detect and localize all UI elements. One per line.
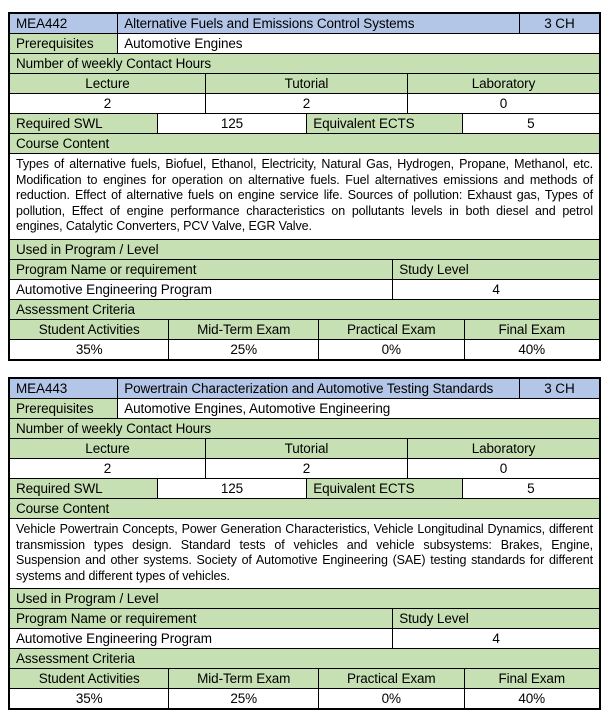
- used-in-caption-row: [10, 588, 599, 608]
- course-content-text: Vehicle Powertrain Concepts, Power Generation Characteristics, Vehicle Longitudinal Dynamics, different transmission types design. Standard tests of vehicles and vehicle subsystems: Brakes, Engine, Suspension and other systems. Society of Automotive Engineering (SAE) testing standards for different systems and different types of vehicles.: [16, 522, 593, 583]
- assessment-caption-row: [10, 299, 599, 319]
- assessment-label: Assessment Criteria: [10, 649, 599, 668]
- contact-hours-caption-row: [10, 53, 599, 73]
- program-values-row: [10, 279, 599, 299]
- tutorial-hours: 2: [205, 94, 407, 113]
- laboratory-hours: 0: [407, 459, 599, 478]
- student-activities-value: 35%: [75, 341, 103, 357]
- course-content-caption-row: [10, 133, 599, 153]
- study-level-value: 4: [392, 629, 599, 648]
- course-content-caption-row: [10, 498, 599, 518]
- swl-row: [10, 478, 599, 498]
- course-content-text: Types of alternative fuels, Biofuel, Ethanol, Electricity, Natural Gas, Hydrogen, Propane, Methanol, etc. Modification to engines for operation on alternative fuels. Fuel alternatives emissions and methods of reduction. Effect of alternative fuels on engine service life. Sources of pollution: Exhaust gas, Types of pollution, Effect of engine performance characteristics on pollutants levels in both diesel and petrol engines, Catalytic Converters, PCV Valve, EGR Valve.: [16, 157, 593, 233]
- study-level-label: Study Level: [392, 609, 599, 628]
- program-name-value: Automotive Engineering Program: [16, 631, 212, 646]
- course-content-row: [10, 518, 599, 588]
- assessment-values-row: [10, 688, 599, 708]
- assessment-caption-row: [10, 648, 599, 668]
- program-name-value: Automotive Engineering Program: [16, 281, 212, 297]
- contact-hours-header-row: [10, 73, 599, 93]
- final-exam-value: 40%: [464, 689, 599, 708]
- lecture-hours: 2: [103, 96, 112, 111]
- final-exam-value: 40%: [464, 340, 599, 359]
- tutorial-header: Tutorial: [205, 74, 407, 93]
- equivalent-ects-value: 5: [462, 479, 599, 498]
- used-in-label: Used in Program / Level: [10, 240, 599, 259]
- required-swl-label: Required SWL: [10, 114, 157, 133]
- course-title: Alternative Fuels and Emissions Control Systems: [117, 14, 519, 33]
- mid-term-exam-header: Mid-Term Exam: [168, 320, 318, 339]
- prerequisites-value: Automotive Engines: [117, 34, 599, 53]
- program-name-label: Program Name or requirement: [10, 609, 392, 628]
- tutorial-hours: 2: [205, 459, 407, 478]
- required-swl-value: 125: [157, 479, 307, 498]
- required-swl-label: Required SWL: [10, 479, 157, 498]
- study-level-label: Study Level: [392, 260, 599, 279]
- prerequisites-label: Prerequisites: [10, 399, 117, 418]
- contact-hours-header-row: [10, 438, 599, 458]
- course-code: MEA442: [10, 14, 117, 33]
- equivalent-ects-label: Equivalent ECTS: [306, 114, 461, 133]
- laboratory-header: Laboratory: [407, 439, 599, 458]
- used-in-label: Used in Program / Level: [10, 589, 599, 608]
- mid-term-exam-value: 25%: [168, 689, 318, 708]
- contact-hours-values-row: [10, 93, 599, 113]
- prerequisites-row: [10, 33, 599, 53]
- contact-hours-values-row: [10, 458, 599, 478]
- contact-hours-label: Number of weekly Contact Hours: [10, 419, 599, 438]
- tutorial-header: Tutorial: [205, 439, 407, 458]
- program-header-row: [10, 608, 599, 628]
- contact-hours-caption-row: [10, 418, 599, 438]
- swl-row: [10, 113, 599, 133]
- practical-exam-value: 0%: [318, 340, 463, 359]
- course-content-label: Course Content: [10, 134, 599, 153]
- course-table-mea443: [8, 377, 601, 710]
- lecture-hours: 2: [103, 461, 112, 476]
- prerequisites-value: Automotive Engines, Automotive Engineering: [117, 399, 599, 418]
- assessment-label: Assessment Criteria: [10, 300, 599, 319]
- lecture-header: Lecture: [10, 439, 205, 458]
- assessment-header-row: [10, 319, 599, 339]
- program-values-row: [10, 628, 599, 648]
- program-header-row: [10, 259, 599, 279]
- credit-hours: 3 CH: [519, 379, 599, 398]
- program-name-label: Program Name or requirement: [10, 260, 392, 279]
- practical-exam-value: 0%: [318, 689, 463, 708]
- laboratory-hours: 0: [407, 94, 599, 113]
- course-content-row: [10, 153, 599, 239]
- lecture-header: Lecture: [10, 74, 205, 93]
- final-exam-header: Final Exam: [464, 669, 599, 688]
- assessment-header-row: [10, 668, 599, 688]
- student-activities-header: Student Activities: [10, 669, 168, 688]
- assessment-values-row: [10, 339, 599, 359]
- course-content-label: Course Content: [10, 499, 599, 518]
- prerequisites-label: Prerequisites: [10, 34, 117, 53]
- student-activities-value: 35%: [75, 691, 103, 706]
- equivalent-ects-label: Equivalent ECTS: [306, 479, 461, 498]
- course-title: Powertrain Characterization and Automotive Testing Standards: [117, 379, 519, 398]
- student-activities-header: Student Activities: [10, 320, 168, 339]
- laboratory-header: Laboratory: [407, 74, 599, 93]
- course-header-row: [10, 379, 599, 398]
- study-level-value: 4: [392, 280, 599, 299]
- course-code: MEA443: [10, 379, 117, 398]
- mid-term-exam-value: 25%: [168, 340, 318, 359]
- used-in-caption-row: [10, 239, 599, 259]
- practical-exam-header: Practical Exam: [318, 669, 463, 688]
- final-exam-header: Final Exam: [464, 320, 599, 339]
- practical-exam-header: Practical Exam: [318, 320, 463, 339]
- required-swl-value: 125: [157, 114, 307, 133]
- mid-term-exam-header: Mid-Term Exam: [168, 669, 318, 688]
- equivalent-ects-value: 5: [462, 114, 599, 133]
- prerequisites-row: [10, 398, 599, 418]
- contact-hours-label: Number of weekly Contact Hours: [10, 54, 599, 73]
- course-header-row: [10, 14, 599, 33]
- credit-hours: 3 CH: [519, 14, 599, 33]
- course-table-mea442: [8, 12, 601, 361]
